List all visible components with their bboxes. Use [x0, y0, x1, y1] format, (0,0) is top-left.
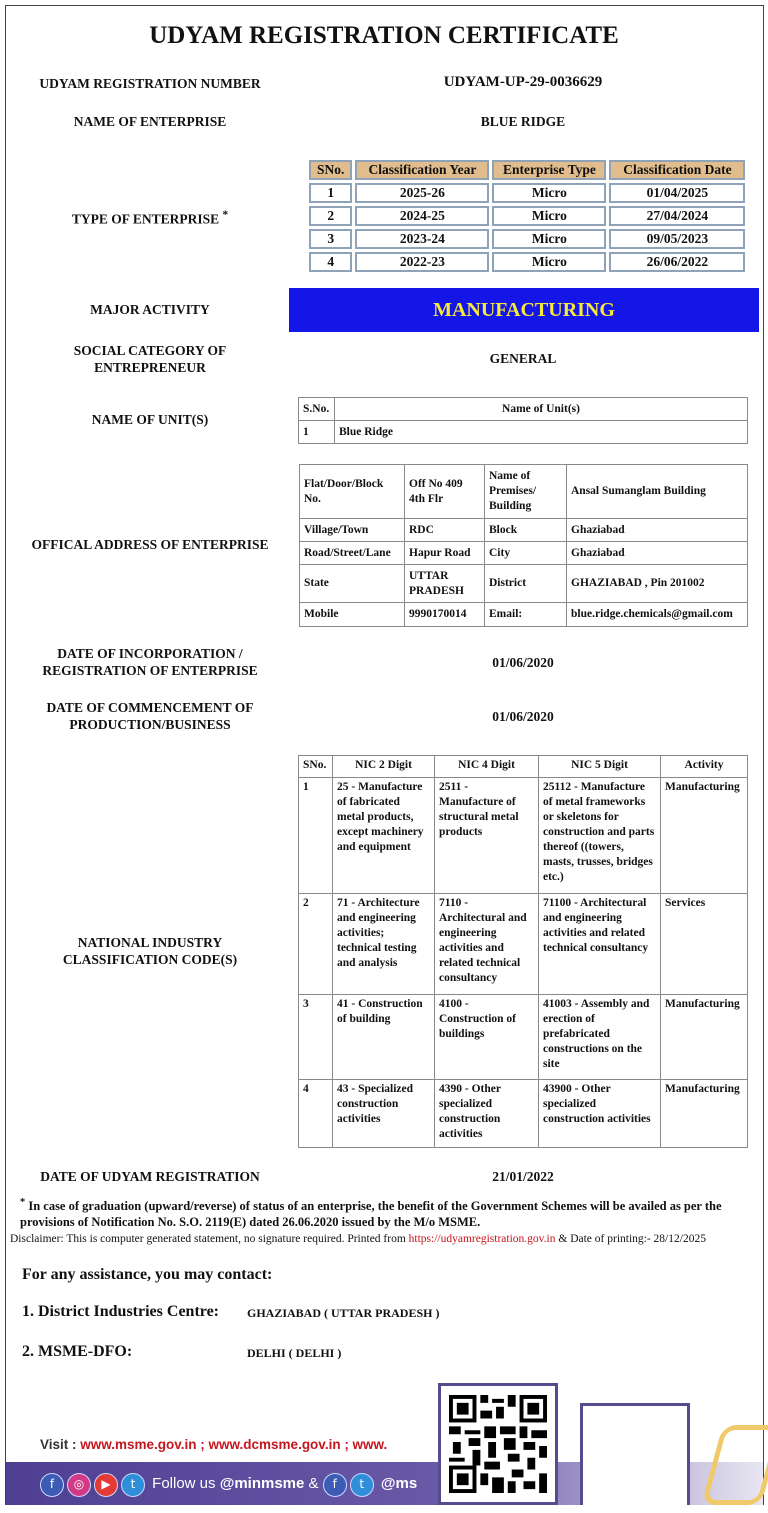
cell: Name of Premises/ Building: [485, 465, 567, 519]
cell: 1: [309, 183, 352, 203]
cell: Micro: [492, 183, 606, 203]
header-activity: Activity: [661, 756, 748, 778]
cell: GHAZIABAD , Pin 201002: [567, 565, 748, 603]
table-row: [299, 1080, 748, 1148]
footnote-text: In case of graduation (upward/reverse) of status of an enterprise, the benefit of the Government Schemes will be availed as per the provisions of Notification No. S.O. 2119(E) dated 26.06.2020 issued by the M/o MSME.: [20, 1199, 722, 1230]
youtube-icon[interactable]: ▶: [94, 1473, 118, 1497]
cell: 4390 - Other specialized construction activities: [435, 1080, 539, 1148]
footnote-star: *: [20, 1197, 26, 1208]
cell: 2024-25: [355, 206, 489, 226]
cell: City: [485, 542, 567, 565]
table-row: [309, 183, 745, 203]
table-row: [309, 206, 745, 226]
footnote-star: *: [222, 209, 229, 221]
commencement-date-value: 01/06/2020: [492, 709, 554, 724]
cell: Manufacturing: [661, 778, 748, 894]
disclaimer-text: Disclaimer: This is computer generated statement, no signature required. Printed from: [10, 1233, 409, 1245]
certificate-title: UDYAM REGISTRATION CERTIFICATE: [149, 22, 619, 49]
facebook-icon[interactable]: f: [323, 1473, 347, 1497]
footnote: [20, 1195, 755, 1230]
table-row: [299, 421, 748, 444]
cell: Block: [485, 519, 567, 542]
cell: Off No 409 4th Flr: [405, 465, 485, 519]
cell: Ghaziabad: [567, 519, 748, 542]
cell: 2022-23: [355, 252, 489, 272]
cell: 2025-26: [355, 183, 489, 203]
print-date: & Date of printing:- 28/12/2025: [555, 1233, 706, 1245]
twitter-icon[interactable]: t: [350, 1473, 374, 1497]
facebook-icon[interactable]: f: [40, 1473, 64, 1497]
cell: 71 - Architecture and engineering activities; technical testing and analysis: [333, 894, 435, 995]
cell: Micro: [492, 252, 606, 272]
cell: 1: [299, 421, 335, 444]
cell: 7110 - Architectural and engineering activities and related technical consultancy: [435, 894, 539, 995]
cell: State: [300, 565, 405, 603]
table-row: [300, 519, 748, 542]
cell: 27/04/2024: [609, 206, 745, 226]
header-sno: SNo.: [309, 160, 352, 180]
cell: 2511 - Manufacture of structural metal products: [435, 778, 539, 894]
cell: Email:: [485, 603, 567, 627]
cell: 1: [299, 778, 333, 894]
udyam-link[interactable]: https://udyamregistration.gov.in: [408, 1233, 556, 1245]
cell: 25112 - Manufacture of metal frameworks or skeletons for construction and parts thereof ((towers, masts, trusses, bridges etc.): [539, 778, 661, 894]
cell: 4: [309, 252, 352, 272]
header-sno: S.No.: [299, 398, 335, 421]
handle-msme[interactable]: @ms: [380, 1475, 418, 1492]
follow-text: Follow us: [152, 1475, 220, 1492]
cell: 25 - Manufacture of fabricated metal products, except machinery and equipment: [333, 778, 435, 894]
cell: 71100 - Architectural and engineering activities and related technical consultancy: [539, 894, 661, 995]
cell: 26/06/2022: [609, 252, 745, 272]
cell: Hapur Road: [405, 542, 485, 565]
assistance-heading: For any assistance, you may contact:: [22, 1266, 273, 1283]
cell: Micro: [492, 206, 606, 226]
cell: Services: [661, 894, 748, 995]
cell: 3: [299, 995, 333, 1080]
website-links[interactable]: www.msme.gov.in ; www.dcmsme.gov.in ; www.: [80, 1437, 388, 1452]
enterprise-name-label: NAME OF ENTERPRISE: [73, 114, 227, 129]
cell: 9990170014: [405, 603, 485, 627]
dic-label: 1. District Industries Centre:: [22, 1303, 220, 1320]
enterprise-type-text: TYPE OF ENTERPRISE: [71, 211, 220, 227]
header-date: Classification Date: [609, 160, 745, 180]
social-category-value: GENERAL: [489, 351, 557, 366]
header-sno: SNo.: [299, 756, 333, 778]
disclaimer: [10, 1233, 760, 1245]
qr-code-icon: [449, 1394, 547, 1494]
cell: 2023-24: [355, 229, 489, 249]
reg-number-label: UDYAM REGISTRATION NUMBER: [39, 76, 261, 91]
cell: 4100 - Construction of buildings: [435, 995, 539, 1080]
major-activity-label: MAJOR ACTIVITY: [90, 302, 210, 317]
cell: 2: [299, 894, 333, 995]
enterprise-name-value: BLUE RIDGE: [480, 114, 566, 129]
cell: 43 - Specialized construction activities: [333, 1080, 435, 1148]
handle-minmsme[interactable]: @minmsme: [219, 1475, 305, 1492]
incorporation-date-value: 01/06/2020: [492, 655, 554, 670]
table-row: [299, 995, 748, 1080]
header-year: Classification Year: [355, 160, 489, 180]
header-nic2: NIC 2 Digit: [333, 756, 435, 778]
social-category-label: SOCIAL CATEGORY OF ENTREPRENEUR: [73, 343, 227, 375]
table-row: [299, 894, 748, 995]
table-row: [300, 565, 748, 603]
cell: 09/05/2023: [609, 229, 745, 249]
dic-value: GHAZIABAD ( UTTAR PRADESH ): [247, 1306, 440, 1320]
cell: UTTAR PRADESH: [405, 565, 485, 603]
enterprise-type-label: [10, 207, 290, 228]
cell: Ghaziabad: [567, 542, 748, 565]
ampersand: &: [304, 1475, 323, 1492]
cell: Road/Street/Lane: [300, 542, 405, 565]
nic-table: [298, 755, 748, 1148]
cell: Manufacturing: [661, 995, 748, 1080]
cell: 01/04/2025: [609, 183, 745, 203]
cell: 4: [299, 1080, 333, 1148]
cell: RDC: [405, 519, 485, 542]
qr-code: [438, 1383, 558, 1505]
units-table: [298, 397, 748, 444]
udyam-date-value: 21/01/2022: [492, 1169, 554, 1184]
reg-number-value: UDYAM-UP-29-0036629: [443, 74, 603, 90]
cell: Manufacturing: [661, 1080, 748, 1148]
cell: District: [485, 565, 567, 603]
cell: 41 - Construction of building: [333, 995, 435, 1080]
unit-name-label: NAME OF UNIT(S): [91, 412, 209, 427]
cell: 43900 - Other specialized construction activities: [539, 1080, 661, 1148]
incorporation-date-label: DATE OF INCORPORATION / REGISTRATION OF ENTERPRISE: [42, 646, 258, 678]
commencement-date-label: DATE OF COMMENCEMENT OF PRODUCTION/BUSINESS: [46, 700, 254, 732]
major-activity-value: MANUFACTURING: [289, 288, 759, 332]
photo-placeholder: [580, 1403, 690, 1505]
address-label: OFFICAL ADDRESS OF ENTERPRISE: [31, 537, 269, 552]
table-row: [300, 603, 748, 627]
header-unit-name: Name of Unit(s): [335, 398, 748, 421]
visit-line: [40, 1437, 387, 1452]
nic-label: NATIONAL INDUSTRY CLASSIFICATION CODE(S): [62, 935, 238, 967]
dfo-value: DELHI ( DELHI ): [247, 1346, 342, 1360]
udyam-date-label: DATE OF UDYAM REGISTRATION: [40, 1169, 260, 1184]
cell: 2: [309, 206, 352, 226]
table-row: [300, 465, 748, 519]
table-row: [299, 778, 748, 894]
classification-table: [306, 157, 748, 275]
instagram-icon[interactable]: ◎: [67, 1473, 91, 1497]
email-value: blue.ridge.chemicals@gmail.com: [567, 603, 748, 627]
header-type: Enterprise Type: [492, 160, 606, 180]
cell: 41003 - Assembly and erection of prefabricated constructions on the site: [539, 995, 661, 1080]
cell: Village/Town: [300, 519, 405, 542]
address-table: [299, 464, 748, 627]
twitter-icon[interactable]: t: [121, 1473, 145, 1497]
dfo-label: 2. MSME-DFO:: [22, 1343, 133, 1360]
cell: Mobile: [300, 603, 405, 627]
visit-label: Visit :: [40, 1437, 81, 1452]
table-row: [309, 252, 745, 272]
table-header-row: [309, 160, 745, 180]
cell: Flat/Door/Block No.: [300, 465, 405, 519]
cell: 3: [309, 229, 352, 249]
cell: Micro: [492, 229, 606, 249]
cell: Blue Ridge: [335, 421, 748, 444]
table-row: [300, 542, 748, 565]
header-nic4: NIC 4 Digit: [435, 756, 539, 778]
table-row: [309, 229, 745, 249]
cell: Ansal Sumanglam Building: [567, 465, 748, 519]
header-nic5: NIC 5 Digit: [539, 756, 661, 778]
